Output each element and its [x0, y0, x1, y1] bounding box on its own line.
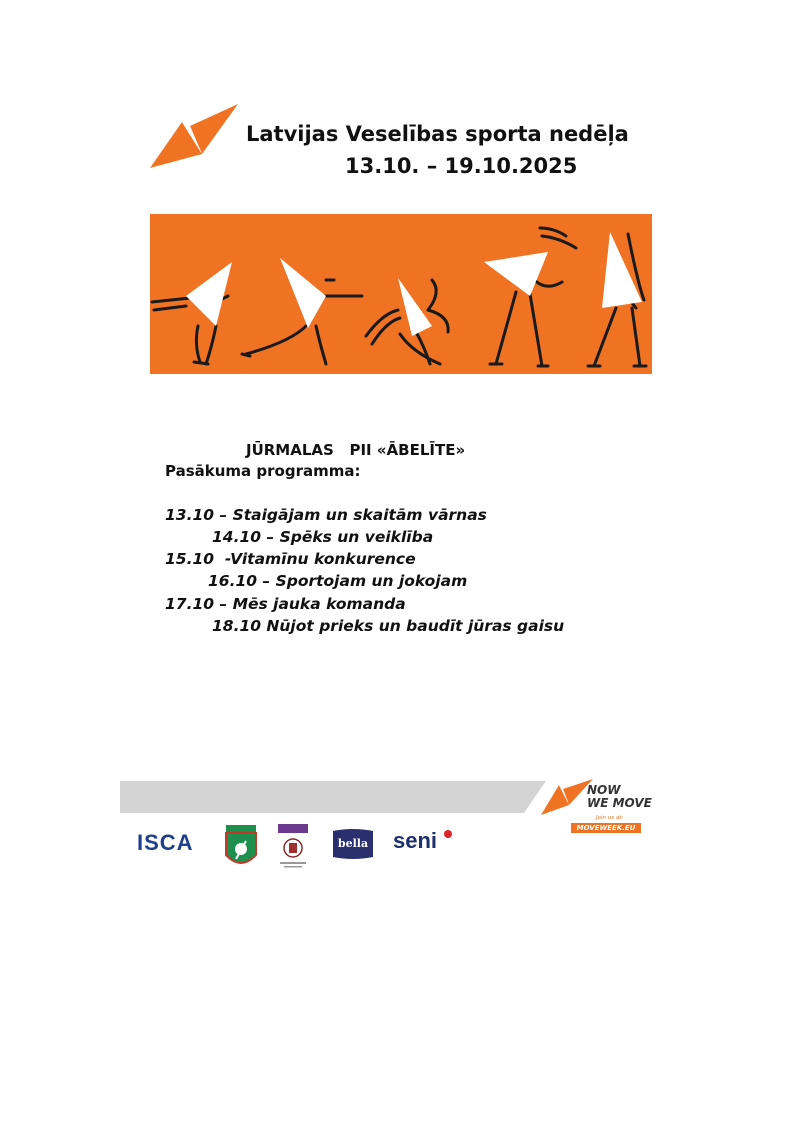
bella-logo-text: bella: [337, 837, 369, 850]
lisa-logo-icon: [224, 825, 258, 871]
seni-logo: seni: [393, 828, 438, 853]
exercise-figures-illustration: [150, 214, 652, 374]
campaign-line-1: NOW: [587, 783, 621, 797]
organization-name: JŪRMALAS PII «ĀBELĪTE»: [246, 441, 466, 459]
now-we-move-text: [587, 784, 652, 810]
campaign-line-2: WE MOVE: [587, 796, 652, 810]
program-item: 16.10 – Sportojam un jokojam: [208, 572, 468, 590]
footer-bar-slant: [506, 781, 546, 813]
event-logo-icon: [150, 104, 240, 170]
program-item: 14.10 – Spēks un veiklība: [212, 528, 434, 546]
program-item: 13.10 – Staigājam un skaitām vārnas: [165, 506, 487, 524]
hero-banner: [150, 214, 652, 374]
event-dates: 13.10. – 19.10.2025: [345, 154, 578, 178]
footer-divider-bar: [120, 781, 524, 813]
join-text: Join us at:: [596, 815, 624, 821]
isca-logo: ISCA: [137, 830, 194, 855]
campaign-url: MOVEWEEK.EU: [571, 823, 641, 833]
program-item: 18.10 Nūjot prieks un baudīt jūras gaisu: [212, 617, 565, 635]
seni-dot-icon: [443, 829, 453, 839]
program-item: 15.10 -Vitamīnu konkurence: [165, 550, 416, 568]
program-label: Pasākuma programma:: [165, 462, 361, 480]
ministry-crest-icon: [276, 824, 310, 870]
page-title: Latvijas Veselības sporta nedēļa: [246, 122, 629, 146]
program-item: 17.10 – Mēs jauka komanda: [165, 595, 406, 613]
